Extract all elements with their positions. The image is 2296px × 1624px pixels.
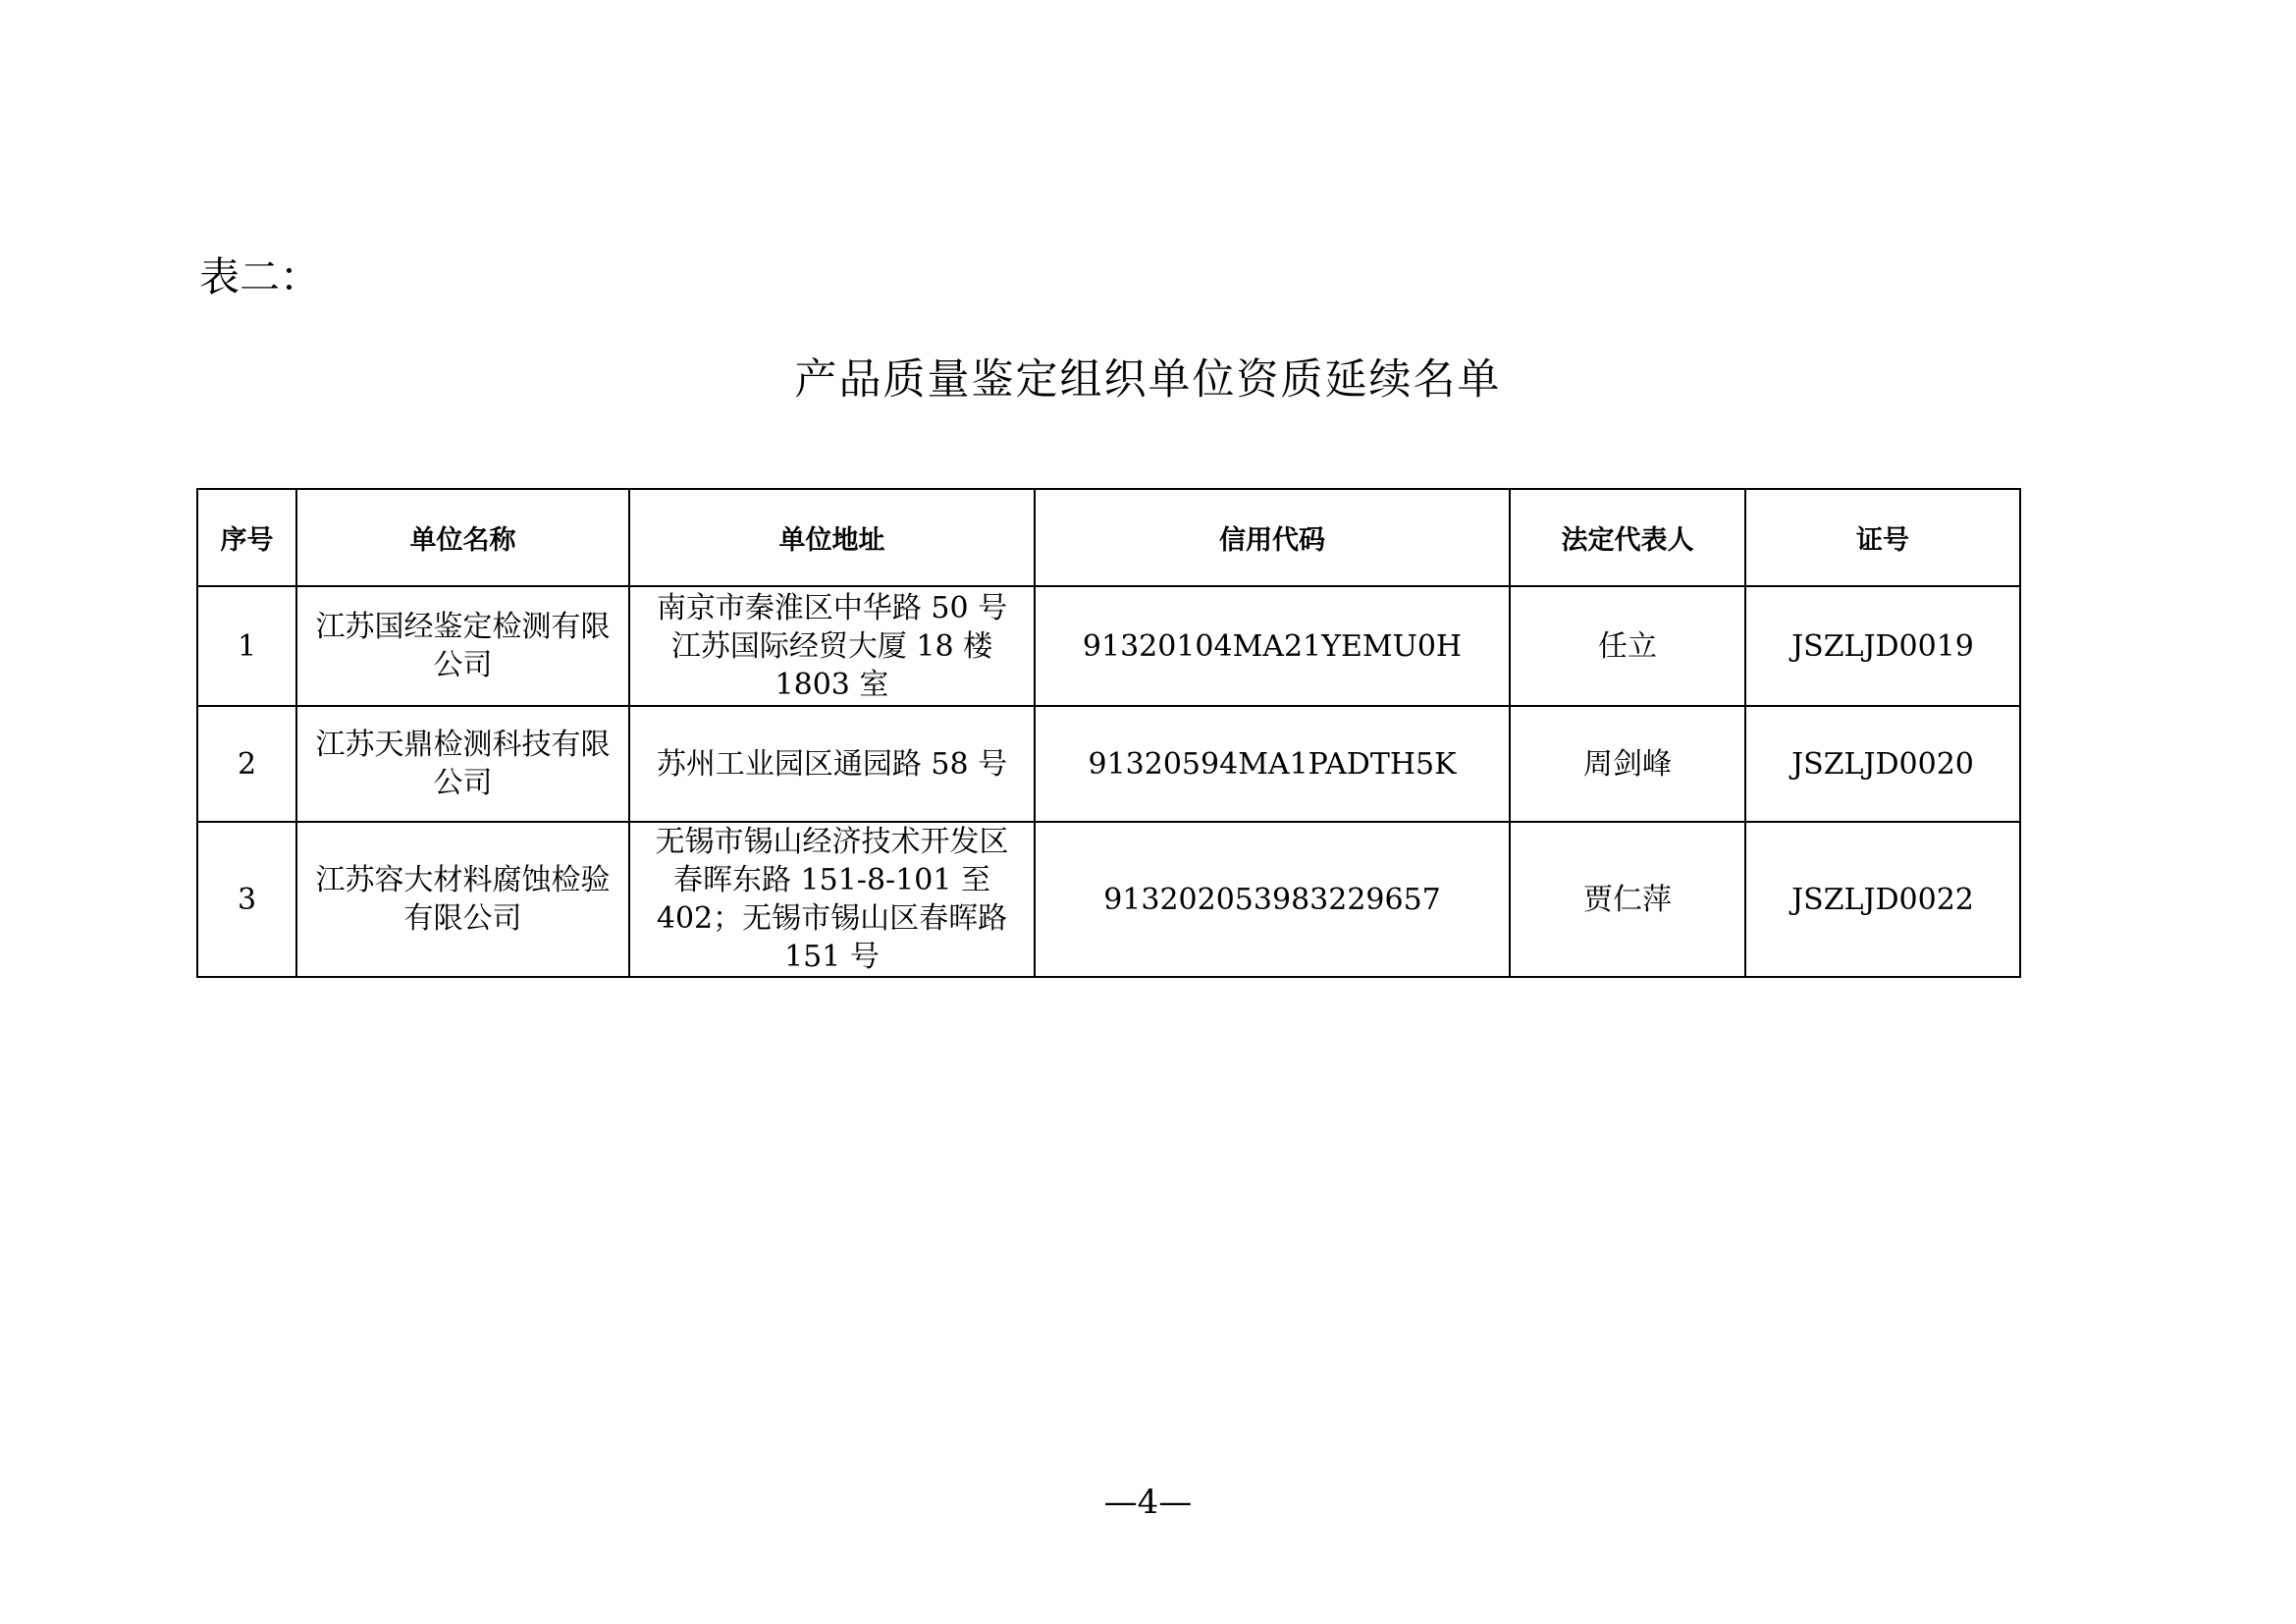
cell-credit-code: 91320205398322965​7 xyxy=(1035,822,1510,977)
cell-credit-code: 91320594MA1PADTH5K xyxy=(1035,706,1510,822)
table-row xyxy=(197,822,2020,977)
document-title: 产品质量鉴定组织单位资质延续名单 xyxy=(794,355,1502,405)
cell-address: 南京市秦淮区中华路 50 号江苏国际经贸大厦 18 楼 1803 室 xyxy=(629,586,1035,706)
column-header-legal-rep: 法定代表人 xyxy=(1510,489,1745,586)
cell-name: 江苏容大材料腐蚀检验有限公司 xyxy=(296,822,629,977)
cell-address: 无锡市锡山经济技术开发区春晖东路 151-8-101 至 402；无锡市锡山区春晖路 151 号 xyxy=(629,822,1035,977)
table-row xyxy=(197,706,2020,822)
column-header-credit-code: 信用代码 xyxy=(1035,489,1510,586)
column-header-address: 单位地址 xyxy=(629,489,1035,586)
page-number: —4— xyxy=(1103,1483,1193,1522)
qualification-table xyxy=(196,488,2021,978)
cell-cert-no: JSZLJD0020 xyxy=(1745,706,2020,822)
cell-name: 江苏国经鉴定检测有限公司 xyxy=(296,586,629,706)
column-header-name: 单位名称 xyxy=(296,489,629,586)
cell-seq: 2 xyxy=(197,706,296,822)
cell-legal-rep: 周剑峰 xyxy=(1510,706,1745,822)
table-header-row xyxy=(197,489,2020,586)
cell-legal-rep: 贾仁萍 xyxy=(1510,822,1745,977)
cell-credit-code: 91320104MA21YEMU0H xyxy=(1035,586,1510,706)
cell-cert-no: JSZLJD0022 xyxy=(1745,822,2020,977)
cell-seq: 1 xyxy=(197,586,296,706)
column-header-seq: 序号 xyxy=(197,489,296,586)
table-row xyxy=(197,586,2020,706)
cell-address: 苏州工业园区通园路 58 号 xyxy=(629,706,1035,822)
column-header-cert-no: 证号 xyxy=(1745,489,2020,586)
cell-name: 江苏天鼎检测科技有限公司 xyxy=(296,706,629,822)
cell-cert-no: JSZLJD0019 xyxy=(1745,586,2020,706)
cell-seq: 3 xyxy=(197,822,296,977)
table-label: 表二： xyxy=(199,253,320,300)
cell-legal-rep: 任立 xyxy=(1510,586,1745,706)
